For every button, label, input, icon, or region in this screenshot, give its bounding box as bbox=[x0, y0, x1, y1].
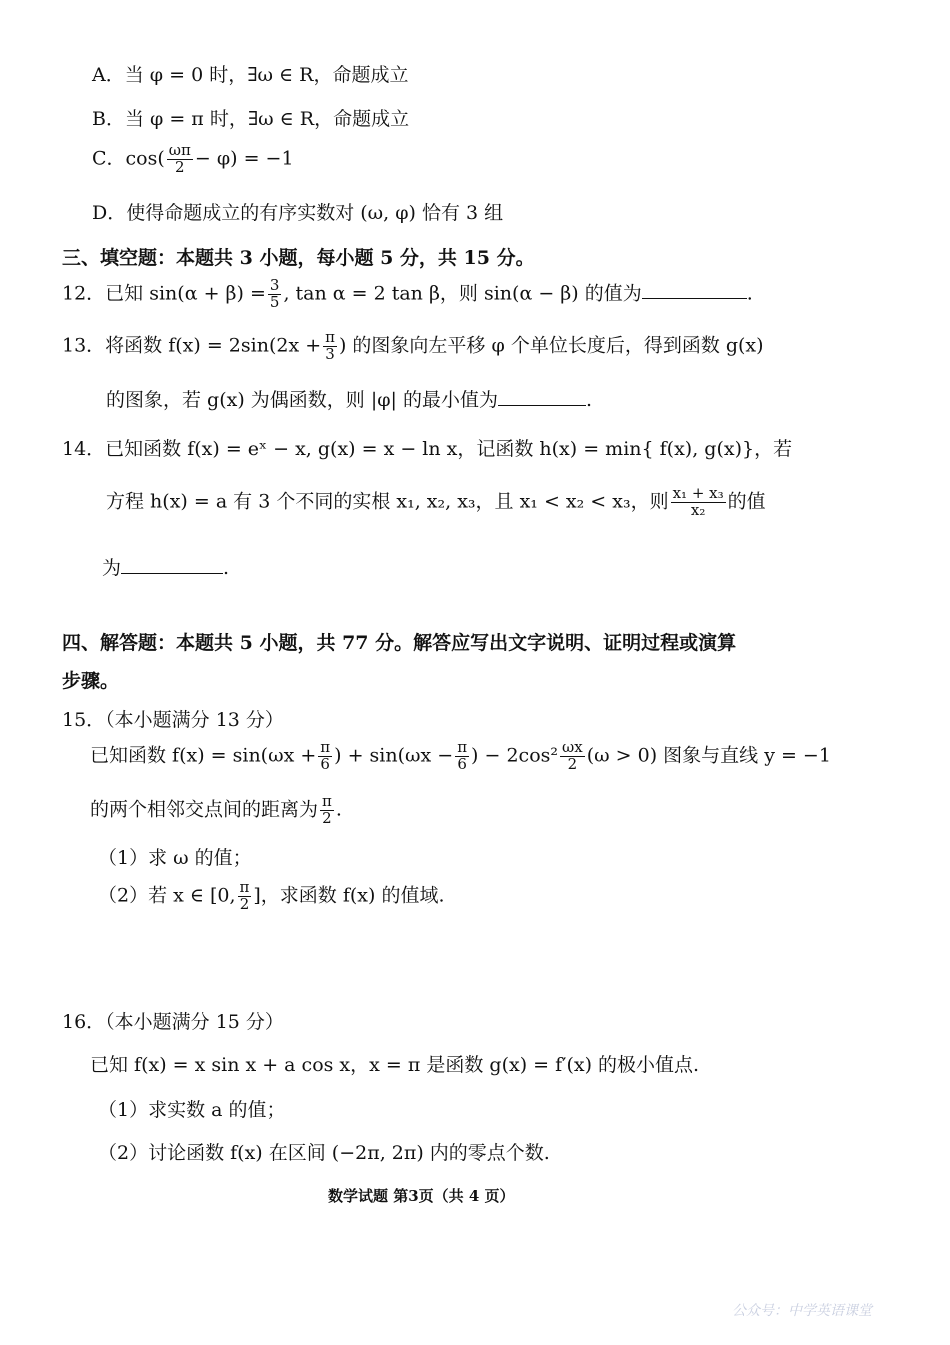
q14-line3-end: . bbox=[223, 557, 230, 579]
q14-frac-num: x₁ + x₃ bbox=[672, 484, 724, 502]
option-a: A．当 φ = 0 时，∃ω ∈ R，命题成立 bbox=[92, 64, 409, 86]
q13-suffix: ) 的图象向左平移 φ 个单位长度后，得到函数 g(x) bbox=[338, 334, 764, 357]
q15-stem-line1 bbox=[90, 740, 831, 773]
q15-frac-2 bbox=[455, 740, 469, 773]
q12-suffix: , tan α = 2 tan β，则 sin(α − β) 的值为 bbox=[283, 282, 642, 305]
q15-frac2-den: 6 bbox=[457, 754, 467, 773]
q15-frac1-num: π bbox=[320, 738, 331, 756]
section4-title-line1: 四、解答题：本题共 5 小题，共 77 分。解答应写出文字说明、证明过程或演算 bbox=[62, 632, 737, 654]
question-14-line2 bbox=[106, 486, 766, 519]
question-13-line2 bbox=[106, 385, 592, 412]
q15-frac-5 bbox=[238, 880, 252, 913]
option-c-prefix: C．cos( bbox=[92, 147, 165, 170]
q15-frac4-den: 2 bbox=[322, 808, 332, 827]
q15-frac-1 bbox=[318, 740, 332, 773]
q14-line3-text: 为 bbox=[102, 557, 122, 579]
q16-part2: （2）讨论函数 f(x) 在区间 (−2π, 2π) 内的零点个数. bbox=[98, 1142, 550, 1164]
q16-header: 16．（本小题满分 15 分） bbox=[62, 1011, 284, 1033]
question-14-line3 bbox=[102, 553, 229, 580]
q15-stem-line2 bbox=[90, 794, 342, 827]
q15-line2-prefix: 的两个相邻交点间的距离为 bbox=[90, 798, 319, 821]
q13-line2-end: . bbox=[585, 389, 593, 411]
q12-end: . bbox=[746, 282, 753, 305]
question-14-line1: 14．已知函数 f(x) = eˣ − x, g(x) = x − ln x，记函数 h(x) = min{ f(x), g(x)}，若 bbox=[62, 438, 793, 460]
q15-stem-p3: ) − 2cos² bbox=[471, 744, 558, 767]
q12-fraction bbox=[268, 278, 282, 311]
section4-title-line2: 步骤。 bbox=[62, 670, 120, 692]
q12-frac-den: 5 bbox=[269, 292, 280, 311]
page-footer: 数学试题 第3页（共 4 页） bbox=[328, 1187, 515, 1205]
q15-stem-p1: 已知函数 f(x) = sin(ωx + bbox=[90, 744, 317, 767]
q15-header: 15．（本小题满分 13 分） bbox=[62, 709, 284, 731]
option-c-suffix: − φ) = −1 bbox=[194, 147, 294, 170]
section3-title: 三、填空题：本题共 3 小题，每小题 5 分，共 15 分。 bbox=[62, 247, 535, 269]
q13-line2-text: 的图象，若 g(x) 为偶函数，则 |φ| 的最小值为 bbox=[106, 389, 498, 411]
q13-frac-den: 3 bbox=[325, 344, 335, 363]
q15-line2-end: . bbox=[335, 798, 342, 821]
q15-frac4-num: π bbox=[322, 792, 332, 810]
option-c-frac-den: 2 bbox=[175, 157, 185, 176]
q15-frac5-num: π bbox=[239, 878, 250, 896]
q15-frac1-den: 6 bbox=[320, 754, 330, 773]
option-c-frac-num: ωπ bbox=[168, 141, 191, 159]
q15-frac3-den: 2 bbox=[567, 754, 578, 773]
option-c-fraction bbox=[167, 143, 193, 176]
q15-part2 bbox=[98, 880, 445, 913]
q12-prefix: 12．已知 sin(α + β) = bbox=[62, 282, 266, 305]
q14-line2-prefix: 方程 h(x) = a 有 3 个不同的实根 x₁, x₂, x₃，且 x₁ < x₂ < x₃，则 bbox=[106, 490, 669, 513]
option-d: D．使得命题成立的有序实数对 (ω, φ) 恰有 3 组 bbox=[92, 202, 504, 224]
q15-frac3-num: ωx bbox=[562, 738, 583, 756]
q15-part1: （1）求 ω 的值； bbox=[98, 847, 252, 869]
q14-line2-suffix: 的值 bbox=[727, 490, 766, 513]
option-c bbox=[92, 143, 294, 176]
q15-stem-p4: (ω > 0) 图象与直线 y = −1 bbox=[586, 744, 831, 767]
option-b: B．当 φ = π 时，∃ω ∈ R，命题成立 bbox=[92, 108, 410, 130]
q16-stem: 已知 f(x) = x sin x + a cos x，x = π 是函数 g(x) = f′(x) 的极小值点. bbox=[90, 1054, 700, 1076]
q13-answer-blank[interactable] bbox=[498, 405, 586, 406]
q14-frac-den: x₂ bbox=[690, 500, 706, 519]
q15-frac5-den: 2 bbox=[239, 894, 250, 913]
q13-frac-num: π bbox=[325, 328, 335, 346]
q15-stem-p2: ) + sin(ωx − bbox=[334, 744, 454, 767]
q12-frac-num: 3 bbox=[269, 276, 280, 294]
question-13-line1 bbox=[62, 330, 764, 363]
q13-fraction bbox=[323, 330, 337, 363]
q15-part2-suffix: ]，求函数 f(x) 的值域. bbox=[253, 884, 445, 907]
q15-frac-3 bbox=[560, 740, 585, 773]
q16-part1: （1）求实数 a 的值； bbox=[98, 1099, 286, 1121]
q12-answer-blank[interactable] bbox=[642, 298, 747, 299]
q15-part2-prefix: （2）若 x ∈ [0, bbox=[98, 884, 236, 907]
question-12 bbox=[62, 278, 753, 311]
watermark: 公众号：中学英语课堂 bbox=[732, 1303, 872, 1319]
q14-fraction bbox=[671, 486, 726, 519]
q15-frac-4 bbox=[320, 794, 334, 827]
q15-frac2-num: π bbox=[457, 738, 468, 756]
q14-answer-blank[interactable] bbox=[121, 573, 223, 574]
q13-prefix: 13．将函数 f(x) = 2sin(2x + bbox=[62, 334, 322, 357]
